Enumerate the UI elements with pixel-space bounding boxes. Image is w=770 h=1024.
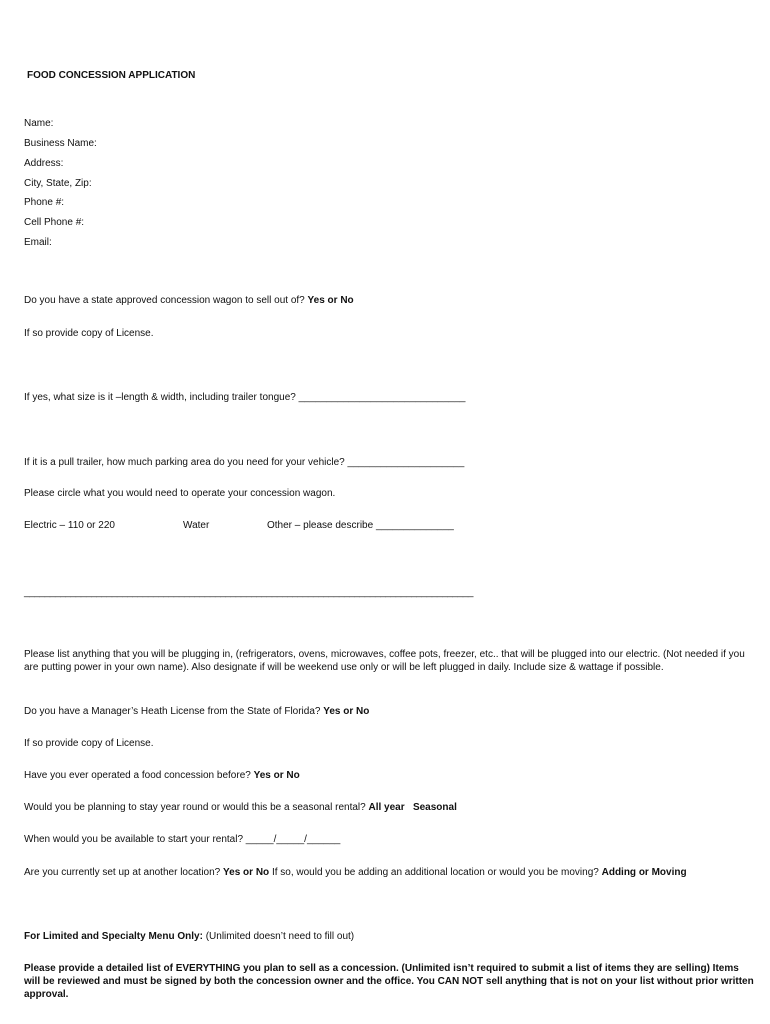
option-electric: Electric – 110 or 220	[24, 520, 115, 531]
question-start-date: When would you be available to start your rental? _____/_____/______	[24, 834, 341, 845]
question-wagon	[24, 294, 354, 307]
option-other: Other – please describe ______________	[267, 520, 454, 531]
question-location-answer-2: Adding or Moving	[601, 867, 687, 878]
question-location-answer-1: Yes or No	[223, 867, 270, 878]
phone-label: Phone #:	[24, 197, 65, 208]
name-label: Name:	[24, 118, 54, 129]
limited-menu-bold: For Limited and Specialty Menu Only:	[24, 931, 203, 942]
question-operated-answer: Yes or No	[253, 770, 300, 781]
limited-menu-heading	[24, 930, 354, 943]
question-manager-answer: Yes or No	[323, 706, 370, 717]
final-instructions: Please provide a detailed list of EVERYTHING you plan to sell as a concession. (Unlimited isn’t required to submit a list of items they are selling) Items will be reviewed and must be signed by both the concession owner and the office. You CAN NOT sell anything that is not on your list without prior written approval.	[24, 963, 754, 1000]
license-copy-note-2: If so provide copy of License.	[24, 738, 154, 749]
question-location-mid: If so, would you be adding an additional location or would you be moving?	[271, 867, 599, 878]
license-copy-note: If so provide copy of License.	[24, 328, 154, 339]
email-label: Email:	[24, 237, 52, 248]
question-season	[24, 801, 457, 814]
page-title: FOOD CONCESSION APPLICATION	[27, 70, 196, 81]
question-location-text: Are you currently set up at another location?	[24, 867, 221, 878]
question-location	[24, 866, 687, 879]
business-name-label: Business Name:	[24, 138, 97, 149]
question-wagon-text: Do you have a state approved concession wagon to sell out of?	[24, 295, 305, 306]
question-season-text: Would you be planning to stay year round or would this be a seasonal rental?	[24, 802, 366, 813]
question-operated	[24, 769, 300, 782]
question-size: If yes, what size is it –length & width, including trailer tongue? ______________________________	[24, 392, 466, 403]
option-water: Water	[183, 520, 210, 531]
limited-menu-note: (Unlimited doesn’t need to fill out)	[205, 931, 355, 942]
cell-phone-label: Cell Phone #:	[24, 217, 85, 228]
question-wagon-answer: Yes or No	[307, 295, 354, 306]
blank-line: _______________________________________________________________________________________	[24, 587, 474, 598]
question-parking: If it is a pull trailer, how much parking area do you need for your vehicle? _____________________	[24, 457, 465, 468]
address-label: Address:	[24, 158, 64, 169]
circle-prompt: Please circle what you would need to operate your concession wagon.	[24, 488, 336, 499]
plugging-instructions: Please list anything that you will be plugging in, (refrigerators, ovens, microwaves, coffee pots, freezer, etc.. that will be plugged into our electric. (Not needed if you are putting power in your own name). Also designate if will be weekend use only or will be left plugged in daily. Include size & wattage if possible.	[24, 649, 745, 673]
question-season-answer: All year Seasonal	[368, 802, 457, 813]
question-manager-text: Do you have a Manager’s Heath License from the State of Florida?	[24, 706, 321, 717]
city-state-zip-label: City, State, Zip:	[24, 178, 92, 189]
question-operated-text: Have you ever operated a food concession before?	[24, 770, 251, 781]
question-manager-license	[24, 705, 369, 718]
